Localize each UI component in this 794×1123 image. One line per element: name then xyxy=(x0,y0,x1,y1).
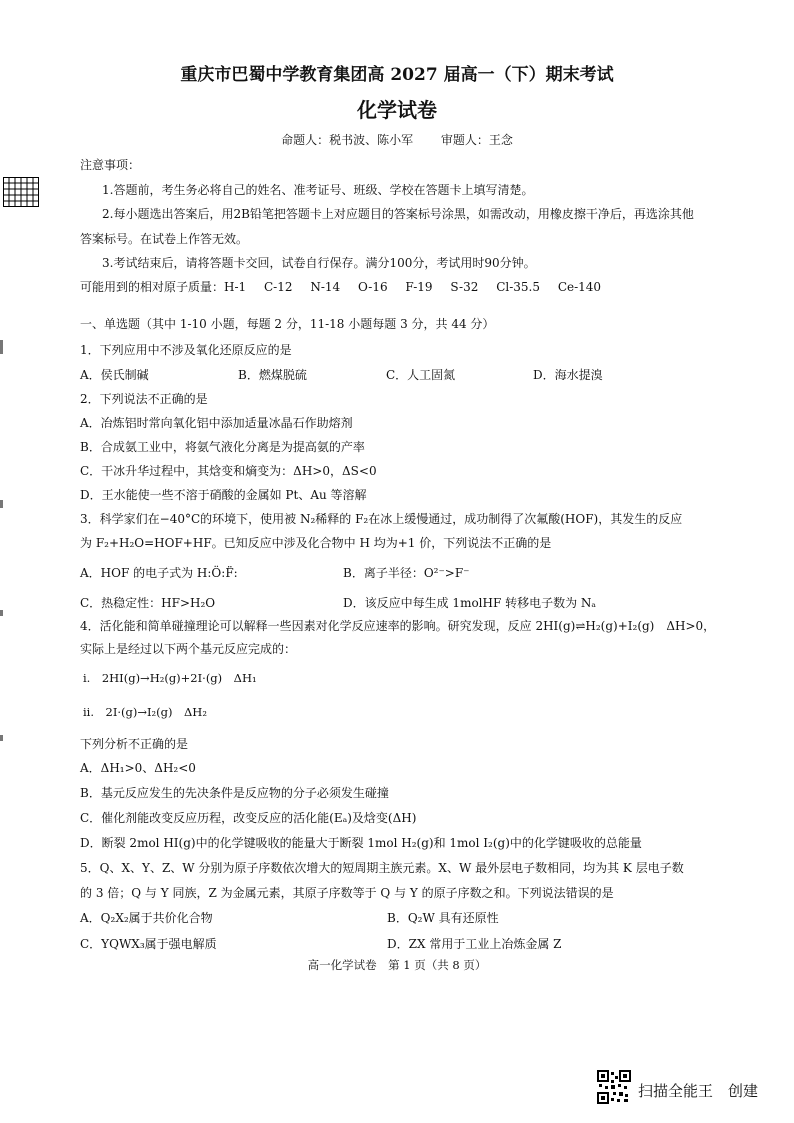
q5-option-b: B．Q₂W 具有还原性 xyxy=(387,911,499,925)
q4-elementary-step-1: i. 2HI(g)→H₂(g)+2I·(g) ΔH₁ xyxy=(83,671,257,685)
scan-edge-mark xyxy=(0,610,3,616)
q3-stem: 为 F₂+H₂O=HOF+HF。已知反应中涉及化合物中 H 均为+1 价，下列说法不正确的是 xyxy=(80,536,552,550)
q4-option-d: D．断裂 2mol HI(g)中的化学键吸收的能量大于断裂 1mol H₂(g)和 1mol I₂(g)中的化学键吸收的总能量 xyxy=(80,836,642,850)
atomic-mass: 可能用到的相对原子质量：H-1 xyxy=(80,280,247,294)
scan-edge-mark xyxy=(0,735,3,741)
atomic-mass: Ce-140 xyxy=(557,280,602,294)
q4-stem: 实际上是经过以下两个基元反应完成的： xyxy=(80,642,297,656)
setter-name: 命题人：税书波、陈小军 xyxy=(281,133,414,147)
q5-stem: 5．Q、X、Y、Z、W 分别为原子序数依次增大的短周期主族元素。X、W 最外层电子数相同，均为其 K 层电子数 xyxy=(80,861,684,875)
q2-option-b: B．合成氨工业中，将氨气液化分离是为提高氨的产率 xyxy=(80,440,365,454)
q3-option-b: B．离子半径：O²⁻>F⁻ xyxy=(343,566,470,580)
section-heading: 一、单选题（其中 1-10 小题，每题 2 分，11-18 小题每题 3 分，共 44 分） xyxy=(80,317,495,331)
q4-option-b: B．基元反应发生的先决条件是反应物的分子必须发生碰撞 xyxy=(80,786,389,800)
q3-option-d: D．该反应中每生成 1molHF 转移电子数为 Nₐ xyxy=(343,596,597,610)
atomic-mass: N-14 xyxy=(310,280,341,294)
q1-option-b: B．燃煤脱硫 xyxy=(238,368,307,382)
q2-stem: 2．下列说法不正确的是 xyxy=(80,392,208,406)
grid-icon xyxy=(3,177,39,207)
q4-option-c: C．催化剂能改变反应历程，改变反应的活化能(Eₐ)及焓变(ΔH) xyxy=(80,811,417,825)
q2-option-a: A．冶炼铝时常向氧化铝中添加适量冰晶石作助熔剂 xyxy=(80,416,353,430)
atomic-mass: F-19 xyxy=(405,280,433,294)
atomic-mass: O-16 xyxy=(357,280,388,294)
q1-stem: 1．下列应用中不涉及氧化还原反应的是 xyxy=(80,343,292,357)
q4-stem: 4．活化能和简单碰撞理论可以解释一些因素对化学反应速率的影响。研究发现，反应 2HI(g)⇌H₂(g)+I₂(g) ΔH>0， xyxy=(80,619,716,633)
page-footer: 高一化学试卷 第 1 页（共 8 页） xyxy=(307,958,487,972)
q4-stem: 下列分析不正确的是 xyxy=(80,737,189,751)
notice-item: 2.每小题选出答案后，用2B铅笔把答题卡上对应题目的答案标号涂黑，如需改动，用橡皮擦干净后，再选涂其他 xyxy=(102,207,694,221)
q2-option-c: C．干冰升华过程中，其焓变和熵变为：ΔH>0，ΔS<0 xyxy=(80,464,377,478)
notice-item: 答案标号。在试卷上作答无效。 xyxy=(80,232,249,246)
atomic-masses xyxy=(80,278,601,295)
q1-option-a: A．侯氏制碱 xyxy=(80,368,149,382)
atomic-mass: C-12 xyxy=(263,280,293,294)
scanner-watermark: 扫描全能王 创建 xyxy=(638,1082,759,1100)
exam-title: 重庆市巴蜀中学教育集团高 2027 届高一（下）期末考试 xyxy=(180,65,614,85)
q5-stem: 的 3 倍；Q 与 Y 同族，Z 为金属元素，其原子序数等于 Q 与 Y 的原子序数之和。下列说法错误的是 xyxy=(80,886,614,900)
q3-option-c: C．热稳定性：HF>H₂O xyxy=(80,596,216,610)
q4-option-a: A．ΔH₁>0、ΔH₂<0 xyxy=(80,761,196,775)
q2-option-d: D．王水能使一些不溶于硝酸的金属如 Pt、Au 等溶解 xyxy=(80,488,367,502)
q1-option-c: C．人工固氮 xyxy=(386,368,456,382)
scan-edge-mark xyxy=(0,340,3,354)
qr-code-icon xyxy=(597,1070,631,1104)
q1-option-d: D．海水提溴 xyxy=(533,368,603,382)
q3-option-a: A．HOF 的电子式为 H:Ö:F̈: xyxy=(80,566,238,580)
q5-option-d: D．ZX 常用于工业上冶炼金属 Z xyxy=(387,937,562,951)
scan-edge-mark xyxy=(0,500,3,508)
notice-item: 3.考试结束后，请将答题卡交回，试卷自行保存。满分100分，考试用时90分钟。 xyxy=(102,256,536,270)
q4-elementary-step-2: ii. 2I·(g)→I₂(g) ΔH₂ xyxy=(83,705,207,719)
notice-heading: 注意事项： xyxy=(80,158,141,172)
atomic-mass: S-32 xyxy=(450,280,479,294)
atomic-mass: Cl-35.5 xyxy=(496,280,540,294)
notice-item: 1.答题前，考生务必将自己的姓名、准考证号、班级、学校在答题卡上填写清楚。 xyxy=(102,183,534,197)
q5-option-c: C．YQWX₃属于强电解质 xyxy=(80,937,217,951)
reviewer-name: 审题人：王念 xyxy=(440,133,513,147)
exam-subtitle: 化学试卷 xyxy=(357,98,437,122)
q3-stem: 3．科学家们在−40°C的环境下，使用被 N₂稀释的 F₂在冰上缓慢通过，成功制得了次氟酸(HOF)，其发生的反应 xyxy=(80,512,683,526)
authors-line xyxy=(0,131,794,148)
q5-option-a: A．Q₂X₂属于共价化合物 xyxy=(80,911,213,925)
